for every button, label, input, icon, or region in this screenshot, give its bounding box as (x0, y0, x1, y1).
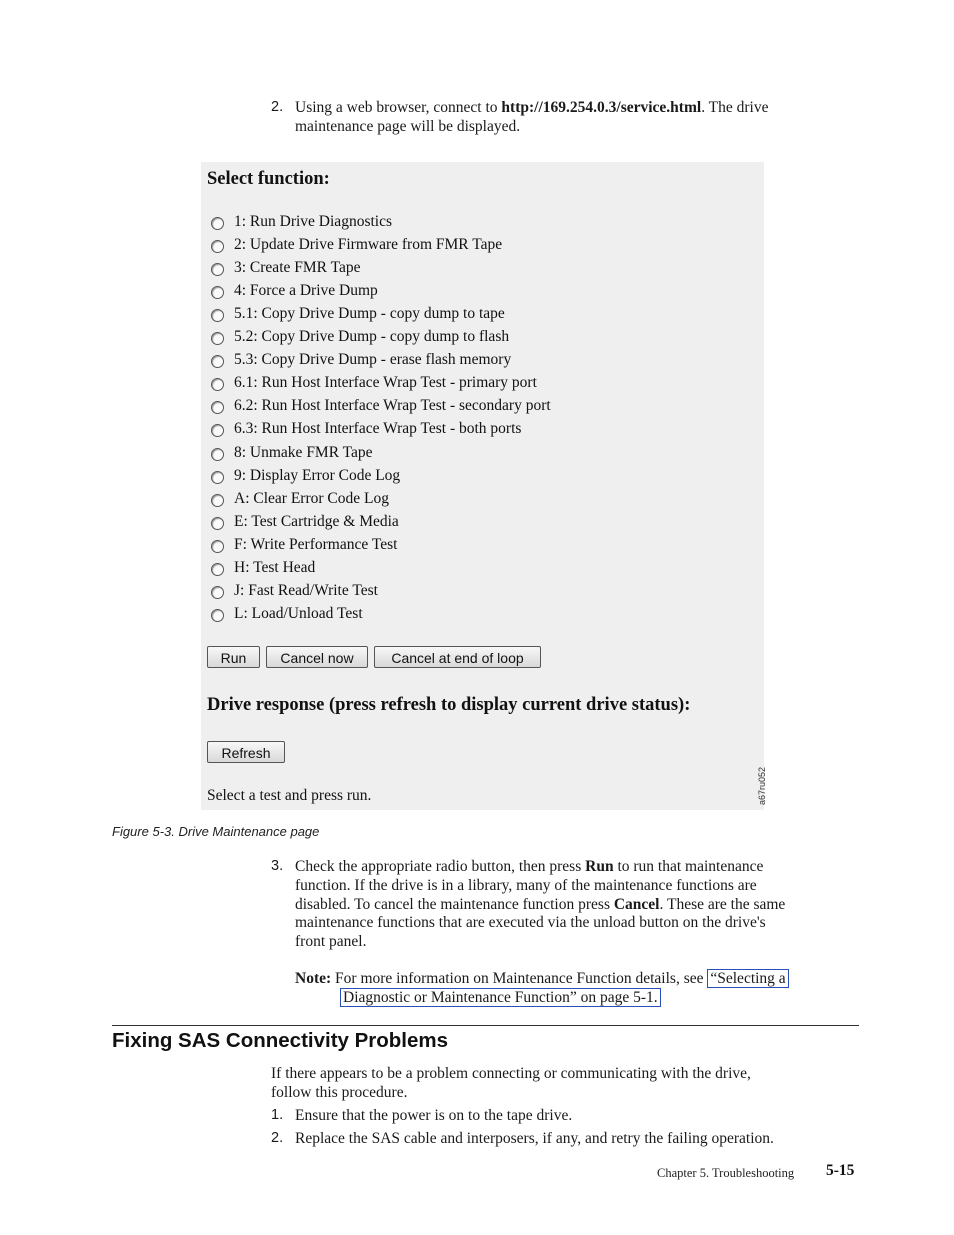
function-option-label: 6.1: Run Host Interface Wrap Test - primary port (234, 374, 537, 392)
function-option-label: A: Clear Error Code Log (234, 489, 389, 507)
radio-button[interactable] (211, 309, 224, 322)
cancel-at-end-of-loop-button[interactable]: Cancel at end of loop (374, 646, 541, 668)
function-option-label: 3: Create FMR Tape (234, 259, 361, 277)
step-3-text-3-end: . These are the same (659, 896, 786, 913)
function-option-label: 8: Unmake FMR Tape (234, 443, 373, 461)
function-option-label: F: Write Performance Test (234, 535, 398, 553)
drive-maintenance-figure (201, 162, 767, 810)
radio-button[interactable] (211, 448, 224, 461)
function-option-label: 6.2: Run Host Interface Wrap Test - secondary port (234, 397, 551, 415)
radio-button[interactable] (211, 540, 224, 553)
function-option-label: 2: Update Drive Firmware from FMR Tape (234, 236, 503, 254)
run-term: Run (585, 858, 614, 875)
function-option-label: J: Fast Read/Write Test (234, 581, 378, 599)
radio-button[interactable] (211, 471, 224, 484)
section-intro-line-2: follow this procedure. (271, 1084, 408, 1101)
radio-button[interactable] (211, 401, 224, 414)
step-3-line-2: function. If the drive is in a library, many of the maintenance functions are (295, 877, 757, 894)
radio-button[interactable] (211, 494, 224, 507)
section-step-1-number: 1. (271, 1107, 284, 1123)
section-step-2-text: Replace the SAS cable and interposers, if any, and retry the failing operation. (295, 1130, 774, 1147)
function-option-label: H: Test Head (234, 558, 316, 576)
section-title: Fixing SAS Connectivity Problems (112, 1029, 449, 1052)
step-3-text-end: to run that maintenance (613, 858, 764, 875)
radio-button[interactable] (211, 355, 224, 368)
note-line-1 (295, 969, 789, 988)
step-3-line-1 (295, 857, 763, 876)
radio-button[interactable] (211, 424, 224, 437)
maintenance-function-link-part1[interactable]: “Selecting a (707, 969, 788, 988)
figure-caption: Figure 5-3. Drive Maintenance page (112, 824, 320, 839)
cancel-term: Cancel (613, 896, 660, 913)
note-label: Note: (295, 970, 332, 987)
step-3-text-3: disabled. To cancel the maintenance function press (295, 896, 614, 913)
maintenance-function-link-part2[interactable]: Diagnostic or Maintenance Function” on page 5-1. (340, 988, 661, 1007)
step-3-text: Check the appropriate radio button, then press (295, 858, 586, 875)
function-option-label: 9: Display Error Code Log (234, 466, 401, 484)
run-button[interactable]: Run (207, 646, 260, 668)
function-option-label: 1: Run Drive Diagnostics (234, 213, 392, 230)
radio-button[interactable] (211, 517, 224, 530)
step-3-line-3 (295, 895, 785, 914)
function-option-label: 5.1: Copy Drive Dump - copy dump to tape (234, 305, 505, 323)
radio-button[interactable] (211, 217, 224, 230)
radio-button[interactable] (211, 586, 224, 599)
step-2-text-end: . The drive (701, 99, 769, 116)
function-option-label: 5.2: Copy Drive Dump - copy dump to flash (234, 328, 510, 346)
function-option-label: 4: Force a Drive Dump (234, 282, 378, 300)
service-url: http://169.254.0.3/service.html (501, 99, 702, 116)
section-intro-line-1: If there appears to be a problem connecting or communicating with the drive, (271, 1065, 751, 1082)
step-3-line-5: front panel. (295, 933, 367, 950)
radio-button[interactable] (211, 286, 224, 299)
radio-button[interactable] (211, 332, 224, 345)
radio-button[interactable] (211, 378, 224, 391)
figure-id: a67ru052 (757, 766, 767, 805)
function-option-label: L: Load/Unload Test (234, 604, 363, 622)
radio-button[interactable] (211, 563, 224, 576)
step-2-line-1 (295, 98, 768, 117)
footer-page-number: 5-15 (826, 1162, 855, 1179)
section-divider (112, 1025, 859, 1026)
select-function-heading: Select function: (207, 169, 330, 189)
function-option-label: E: Test Cartridge & Media (234, 512, 399, 530)
step-2-text: Using a web browser, connect to (295, 99, 502, 116)
function-option-label: 5.3: Copy Drive Dump - erase flash memory (234, 351, 512, 369)
cancel-now-button[interactable]: Cancel now (266, 646, 368, 668)
radio-button[interactable] (211, 240, 224, 253)
drive-response-heading: Drive response (press refresh to display current drive status): (207, 695, 691, 715)
drive-status-text: Select a test and press run. (207, 787, 372, 804)
section-step-1-text: Ensure that the power is on to the tape drive. (295, 1107, 573, 1124)
radio-button[interactable] (211, 263, 224, 276)
note-text: For more information on Maintenance Function details, see (335, 970, 708, 987)
radio-button[interactable] (211, 609, 224, 622)
note-line-2 (340, 988, 661, 1007)
step-2-line-2: maintenance page will be displayed. (295, 118, 521, 135)
step-3-line-4: maintenance functions that are executed via the unload button on the drive's (295, 914, 766, 931)
refresh-button[interactable]: Refresh (207, 741, 285, 763)
step-2-number: 2. (271, 99, 284, 115)
function-option-label: 6.3: Run Host Interface Wrap Test - both ports (234, 420, 522, 438)
footer-chapter: Chapter 5. Troubleshooting (657, 1166, 795, 1180)
step-3-number: 3. (271, 858, 284, 874)
section-step-2-number: 2. (271, 1130, 284, 1146)
